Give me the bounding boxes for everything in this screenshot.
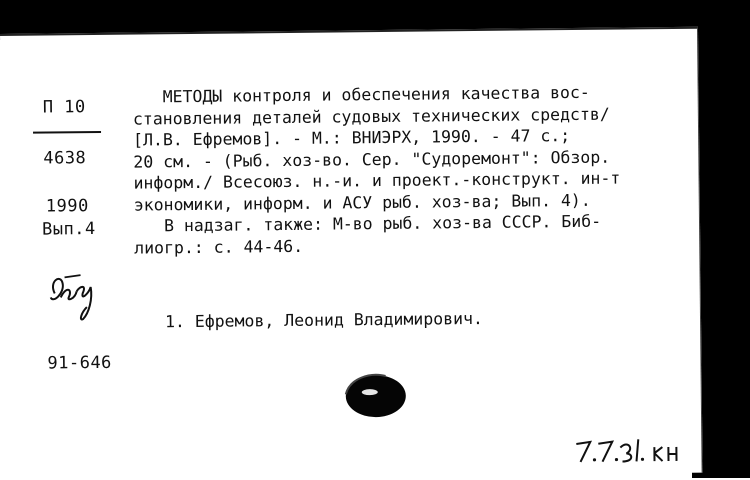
card-number: 91-646	[47, 352, 112, 374]
bibliographic-description	[133, 81, 690, 259]
accession-number: 4638	[43, 148, 87, 169]
description-line-1: МЕТОДЫ контроля и обеспечения качества вос-	[162, 82, 590, 107]
note-line-1: В надзаг. также: М-во рыб. хоз-ва СССР. Биб-	[163, 211, 602, 236]
note-line-2: лиогр.: с. 44-46.	[134, 236, 304, 258]
handwritten-date-stamp	[570, 427, 700, 468]
description-line-3: [Л.В. Ефремов]. - М.: ВНИЭРХ, 1990. - 47 с.;	[133, 126, 571, 150]
left-column	[0, 35, 145, 476]
description-line-4: 20 см. - (Рыб. хоз-во. Сер. "Судоремонт": Обзор.	[133, 147, 611, 172]
author-tracing: 1. Ефремов, Леонид Владимирович.	[164, 308, 483, 332]
handwritten-inventory-mark	[46, 263, 103, 324]
issue-number: Вып.4	[41, 219, 96, 240]
punch-hole	[340, 368, 413, 425]
publication-year: 1990	[45, 196, 89, 217]
shelf-mark-underline	[33, 131, 101, 134]
description-line-5: информ./ Всесоюз. н.-и. и проект.-конструкт. ин-т	[133, 168, 621, 193]
catalog-card	[0, 27, 703, 480]
shelf-mark: П 10	[42, 97, 86, 118]
description-line-2: становления деталей судовых технических средств/	[132, 104, 610, 129]
description-line-6: экономики, информ. и АСУ рыб. хоз-ва; Вып. 4).	[133, 190, 591, 215]
